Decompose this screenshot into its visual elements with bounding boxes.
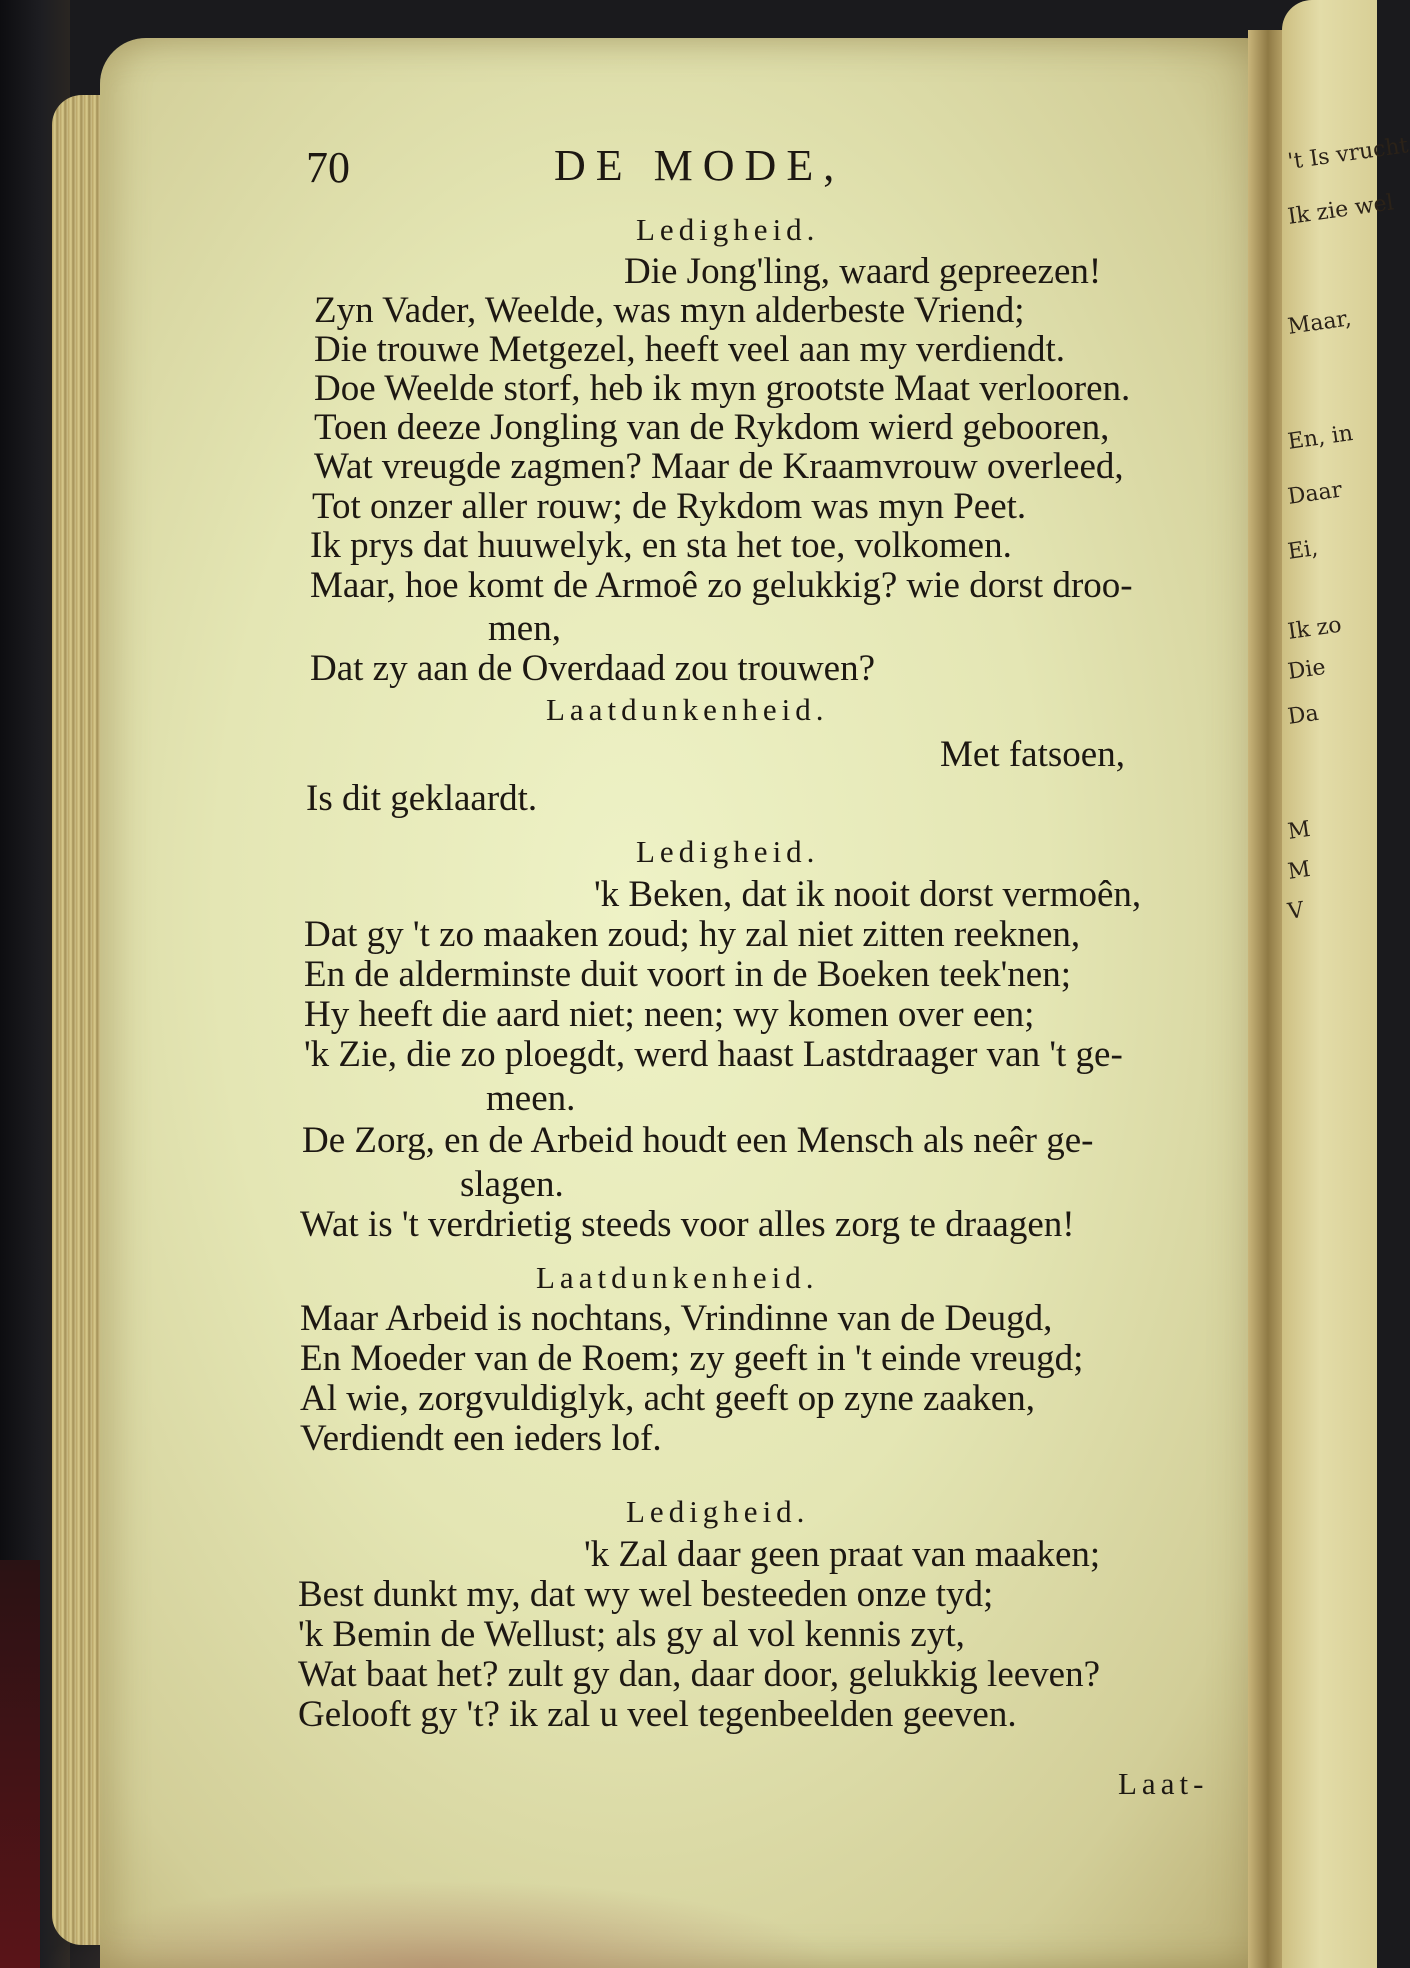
verse-line: Met fatsoen, [940, 734, 1125, 775]
facing-page-line: Die [1286, 654, 1328, 685]
catchword: Laat- [1118, 1766, 1209, 1801]
verse-line: Dat zy aan de Overdaad zou trouwen? [310, 648, 876, 689]
facing-page-line: Ei, [1286, 535, 1320, 565]
speaker-heading: Ledigheid. [636, 834, 820, 869]
facing-page-line: V [1286, 897, 1306, 925]
verse-line: Gelooft gy 't? ik zal u veel tegenbeelden geeven. [298, 1694, 1017, 1735]
verse-line: 'k Zal daar geen praat van maaken; [584, 1534, 1101, 1575]
verse-line: Doe Weelde storf, heb ik myn grootste Maat verlooren. [314, 368, 1131, 409]
facing-page-line: M [1286, 856, 1313, 885]
verse-line: Al wie, zorgvuldiglyk, acht geeft op zyne zaaken, [300, 1378, 1035, 1419]
verse-line: 'k Zie, die zo ploegdt, werd haast Lastdraager van 't ge- [304, 1034, 1123, 1075]
verse-line: Hy heeft die aard niet; neen; wy komen over een; [304, 994, 1035, 1035]
hand-shadow [40, 1880, 840, 1968]
facing-page-line: Ik zo [1286, 612, 1344, 645]
running-title: DE MODE, [554, 141, 845, 190]
verse-line: Is dit geklaardt. [306, 778, 538, 819]
verse-line: slagen. [460, 1164, 564, 1205]
facing-page-line: 't Is vrucht [1286, 133, 1410, 175]
verse-line: 'k Bemin de Wellust; als gy al vol kennis zyt, [298, 1614, 965, 1655]
verse-line: 'k Beken, dat ik nooit dorst vermoên, [594, 874, 1142, 915]
facing-page-line: Daar [1286, 477, 1344, 510]
verse-line: Die trouwe Metgezel, heeft veel aan my verdiendt. [314, 329, 1065, 370]
verse-line: Wat baat het? zult gy dan, daar door, gelukkig leeven? [298, 1654, 1101, 1695]
verse-line: En de alderminste duit voort in de Boeken teek'nen; [304, 954, 1072, 995]
verse-line: Dat gy 't zo maaken zoud; hy zal niet zitten reeknen, [304, 914, 1081, 955]
verse-line: En Moeder van de Roem; zy geeft in 't einde vreugd; [300, 1338, 1084, 1379]
facing-page-line: Da [1286, 700, 1321, 730]
speaker-heading: Laatdunkenheid. [536, 1260, 819, 1295]
verse-line: Tot onzer aller rouw; de Rykdom was myn Peet. [312, 486, 1027, 527]
verse-line: Best dunkt my, dat wy wel besteeden onze tyd; [298, 1574, 994, 1615]
speaker-heading: Laatdunkenheid. [546, 692, 829, 727]
verse-line: Wat vreugde zagmen? Maar de Kraamvrouw overleed, [314, 446, 1124, 487]
verse-line: Maar Arbeid is nochtans, Vrindinne van de Deugd, [300, 1298, 1053, 1339]
facing-page-line: Maar, [1286, 306, 1353, 340]
speaker-heading: Ledigheid. [626, 1494, 810, 1529]
facing-page-line: Ik zie wel [1286, 190, 1396, 230]
facing-page-line: M [1286, 816, 1313, 845]
verse-line: meen. [486, 1078, 576, 1119]
verse-line: Ik prys dat huuwelyk, en sta het toe, volkomen. [310, 525, 1012, 566]
verse-line: men, [488, 608, 561, 649]
page-number: 70 [306, 143, 350, 192]
verse-line: Zyn Vader, Weelde, was myn alderbeste Vriend; [314, 290, 1025, 331]
verse-line: De Zorg, en de Arbeid houdt een Mensch als neêr ge- [302, 1120, 1094, 1161]
verse-line: Maar, hoe komt de Armoê zo gelukkig? wie dorst droo- [310, 565, 1133, 606]
verse-line: Toen deeze Jongling van de Rykdom wierd gebooren, [314, 407, 1110, 448]
verse-line: Verdiendt een ieders lof. [300, 1418, 662, 1459]
speaker-heading: Ledigheid. [636, 212, 820, 247]
facing-page-line: En, in [1286, 421, 1355, 455]
verse-line: Die Jong'ling, waard gepreezen! [624, 251, 1102, 292]
verse-line: Wat is 't verdrietig steeds voor alles zorg te draagen! [300, 1204, 1075, 1245]
